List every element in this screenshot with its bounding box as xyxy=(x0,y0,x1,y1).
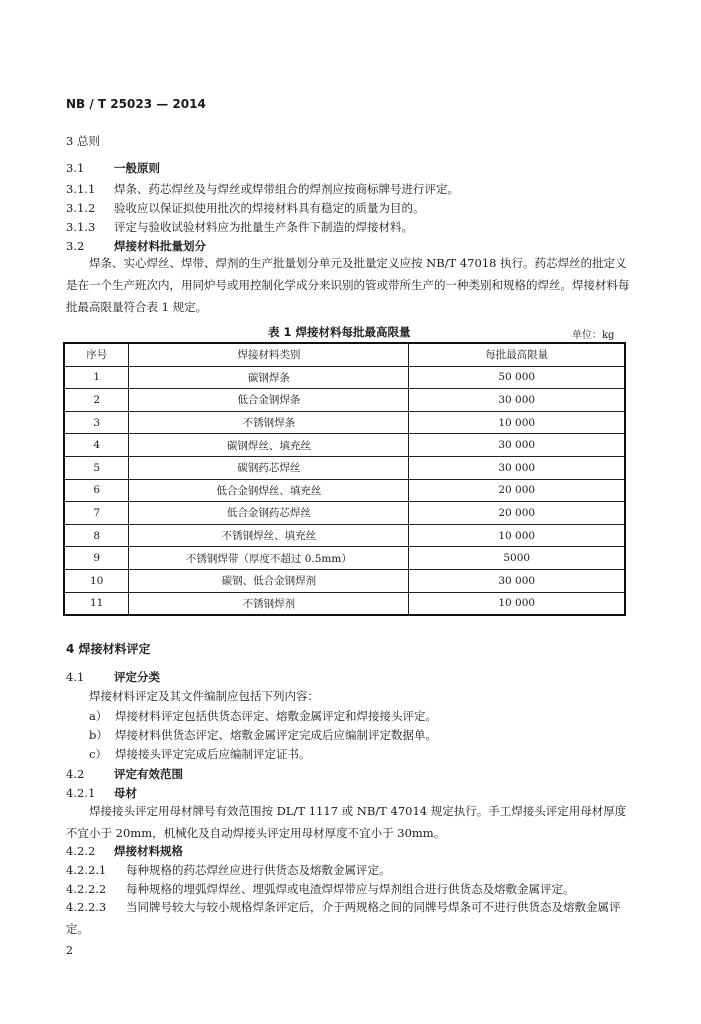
table-row xyxy=(64,479,625,502)
section-number: 3.2 xyxy=(66,239,85,253)
cell-category: 不锈钢焊剂 xyxy=(129,592,409,615)
section-3-1 xyxy=(66,160,160,176)
table-header-row xyxy=(64,343,625,366)
table-row xyxy=(64,434,625,457)
section-3-1-1 xyxy=(66,181,459,197)
cell-category: 低合金钢焊丝、填充丝 xyxy=(129,479,409,502)
list-label: a） xyxy=(89,709,108,723)
cell-limit: 50 000 xyxy=(409,366,625,389)
clause-text: 每种规格的药芯焊丝应进行供货态及熔敷金属评定。 xyxy=(126,863,391,877)
header-cell-category: 焊接材料类别 xyxy=(129,343,409,366)
cell-limit: 10 000 xyxy=(409,411,625,434)
cell-category: 碳钢、低合金钢焊剂 xyxy=(129,569,409,592)
section-4-1 xyxy=(66,669,160,685)
section-4-2-2-3 xyxy=(66,896,630,940)
section-3-1-2 xyxy=(66,200,425,216)
clause-text: 评定与验收试验材料应为批量生产条件下制造的焊接材料。 xyxy=(114,220,413,234)
list-text: 焊接材料供货态评定、熔敷金属评定完成后应编制评定数据单。 xyxy=(115,728,437,742)
table-row xyxy=(64,524,625,547)
clause-text: 当同牌号较大与较小规格焊条评定后，介于两规格之间的同牌号焊条可不进行供货态及熔敷金属评定。 xyxy=(66,900,621,936)
list-item xyxy=(89,708,437,724)
max-quantity-table xyxy=(63,342,626,616)
section-4-heading: 4 焊接材料评定 xyxy=(66,642,151,656)
list-text: 焊接材料评定包括供货态评定、熔敷金属评定和焊接接头评定。 xyxy=(115,709,437,723)
cell-category: 不锈钢焊丝、填充丝 xyxy=(129,524,409,547)
cell-no: 8 xyxy=(64,524,129,547)
cell-no: 7 xyxy=(64,502,129,525)
section-title: 评定有效范围 xyxy=(114,767,183,781)
cell-category: 低合金钢焊条 xyxy=(129,389,409,412)
cell-limit: 30 000 xyxy=(409,389,625,412)
cell-no: 5 xyxy=(64,456,129,479)
list-item xyxy=(89,746,311,762)
table-row xyxy=(64,456,625,479)
clause-text: 验收应以保证拟使用批次的焊接材料具有稳定的质量为目的。 xyxy=(114,201,425,215)
cell-no: 3 xyxy=(64,411,129,434)
clause-number: 3.1.2 xyxy=(66,201,96,215)
cell-limit: 5000 xyxy=(409,547,625,570)
standard-header: NB / T 25023 — 2014 xyxy=(66,97,206,111)
cell-no: 1 xyxy=(64,366,129,389)
cell-category: 不锈钢焊条 xyxy=(129,411,409,434)
table-row xyxy=(64,547,625,570)
cell-category: 不锈钢焊带（厚度不超过 0.5mm） xyxy=(129,547,409,570)
section-4-2-2 xyxy=(66,843,183,859)
table-row xyxy=(64,592,625,615)
cell-limit: 30 000 xyxy=(409,434,625,457)
table-row xyxy=(64,389,625,412)
section-3-heading: 3 总则 xyxy=(66,134,100,148)
cell-limit: 30 000 xyxy=(409,569,625,592)
section-title: 母材 xyxy=(114,786,137,800)
cell-category: 低合金钢药芯焊丝 xyxy=(129,502,409,525)
section-3-2-paragraph: 焊条、实心焊丝、焊带、焊剂的生产批量划分单元及批量定义应按 NB/T 47018 执行。药芯焊丝的批定义是在一个生产班次内，用同炉号或用控制化学成分来识别的管或带所生产的一种类别和规格的焊丝。焊接材料每批最高限量符合表 1 规定。 xyxy=(66,256,630,314)
cell-no: 10 xyxy=(64,569,129,592)
cell-no: 4 xyxy=(64,434,129,457)
clause-number: 4.2.2.1 xyxy=(66,863,107,877)
section-number: 3.1 xyxy=(66,161,85,175)
section-title: 焊接材料批量划分 xyxy=(114,239,206,253)
cell-limit: 10 000 xyxy=(409,592,625,615)
header-cell-limit: 每批最高限量 xyxy=(409,343,625,366)
list-item xyxy=(89,727,437,743)
clause-text: 焊条、药芯焊丝及与焊丝或焊带组合的焊剂应按商标牌号进行评定。 xyxy=(114,182,459,196)
section-number: 4.2.2 xyxy=(66,844,96,858)
section-3-1-3 xyxy=(66,219,413,235)
section-4-1-intro: 焊接材料评定及其文件编制应包括下列内容： xyxy=(89,689,319,703)
section-number: 4.1 xyxy=(66,670,85,684)
cell-no: 9 xyxy=(64,547,129,570)
section-4-2-2-1 xyxy=(66,862,391,878)
cell-limit: 20 000 xyxy=(409,479,625,502)
table-row xyxy=(64,411,625,434)
clause-number: 3.1.1 xyxy=(66,182,96,196)
section-4-2 xyxy=(66,766,183,782)
section-4-2-2-2 xyxy=(66,881,575,897)
list-label: c） xyxy=(89,747,107,761)
cell-no: 11 xyxy=(64,592,129,615)
section-title: 一般原则 xyxy=(114,161,160,175)
section-title: 焊接材料规格 xyxy=(114,844,183,858)
section-4-2-1 xyxy=(66,785,137,801)
cell-category: 碳钢焊条 xyxy=(129,366,409,389)
clause-number: 4.2.2.3 xyxy=(66,900,107,914)
table-row xyxy=(64,502,625,525)
header-cell-no: 序号 xyxy=(64,343,129,366)
list-text: 焊接接头评定完成后应编制评定证书。 xyxy=(115,747,311,761)
clause-number: 4.2.2.2 xyxy=(66,882,107,896)
section-number: 4.2.1 xyxy=(66,786,96,800)
table-row xyxy=(64,569,625,592)
section-4-2-1-paragraph: 焊接接头评定用母材牌号有效范围按 DL/T 1117 或 NB/T 47014 规定执行。手工焊接头评定用母材厚度不宜小于 20mm，机械化及自动焊接头评定用母材厚度不宜小于 30mm。 xyxy=(66,804,627,840)
cell-category: 碳钢焊丝、填充丝 xyxy=(129,434,409,457)
table-caption: 表 1 焊接材料每批最高限量 xyxy=(268,325,411,339)
table-row xyxy=(64,366,625,389)
clause-number: 3.1.3 xyxy=(66,220,96,234)
table-unit: 单位：kg xyxy=(572,330,615,341)
cell-category: 碳钢药芯焊丝 xyxy=(129,456,409,479)
clause-text: 每种规格的埋弧焊焊丝、埋弧焊或电渣焊焊带应与焊剂组合进行供货态及熔敷金属评定。 xyxy=(126,882,575,896)
section-title: 评定分类 xyxy=(114,670,160,684)
list-label: b） xyxy=(89,728,108,742)
cell-limit: 10 000 xyxy=(409,524,625,547)
cell-limit: 20 000 xyxy=(409,502,625,525)
cell-limit: 30 000 xyxy=(409,456,625,479)
section-number: 4.2 xyxy=(66,767,85,781)
page-number: 2 xyxy=(66,944,73,957)
cell-no: 6 xyxy=(64,479,129,502)
cell-no: 2 xyxy=(64,389,129,412)
